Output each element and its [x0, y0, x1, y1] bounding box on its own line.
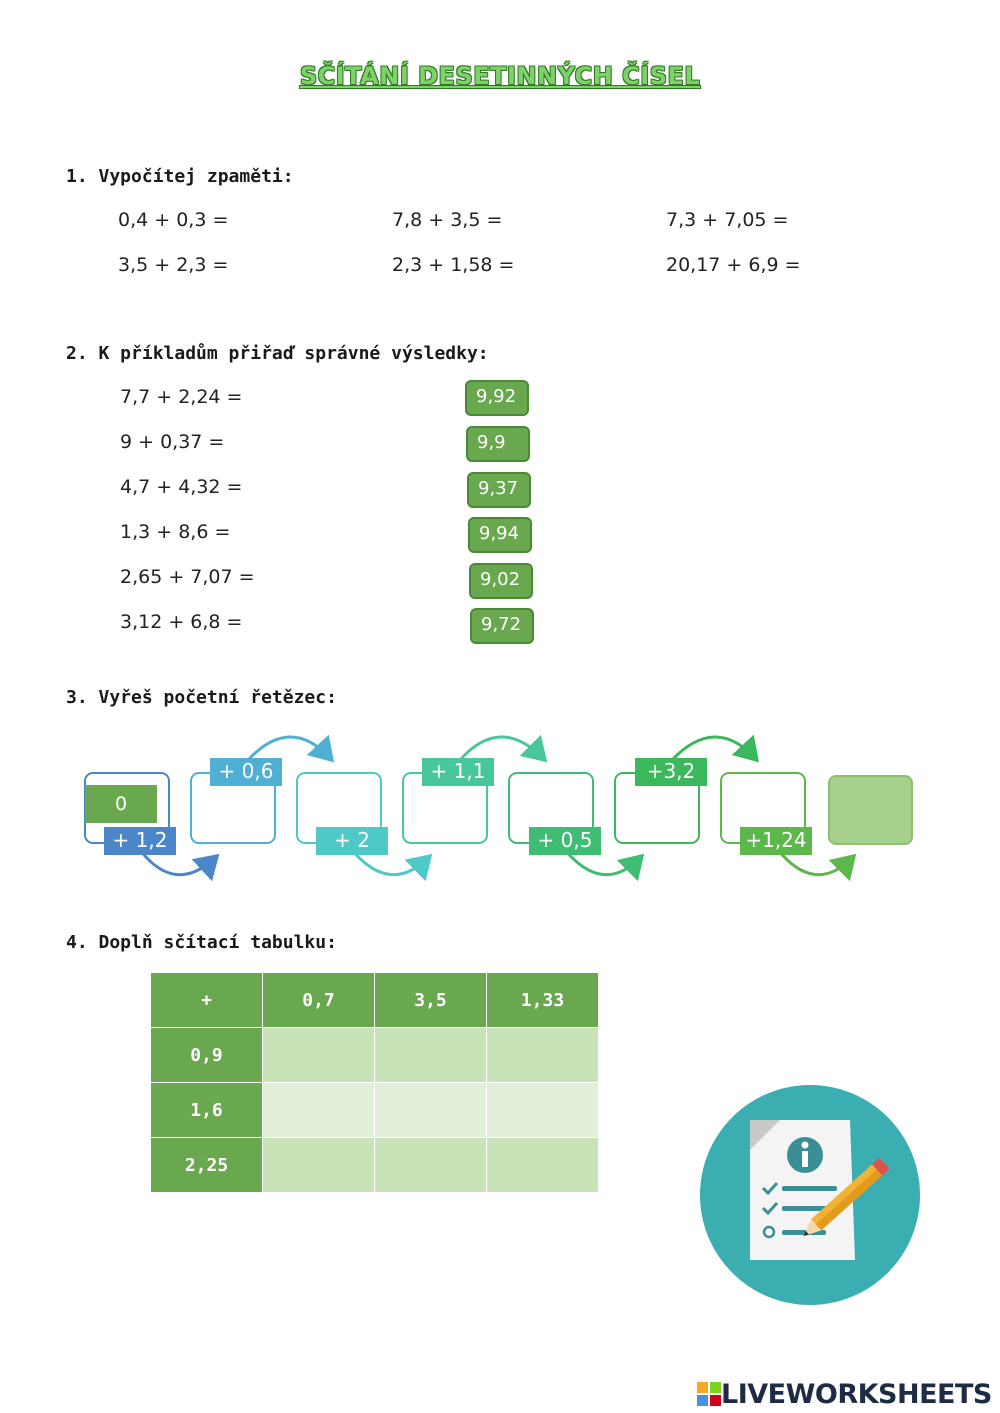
answer-tile[interactable]: 9,9 — [466, 426, 530, 462]
table-input-cell[interactable] — [487, 1083, 599, 1138]
brand-name: LIVEWORKSHEETS — [721, 1378, 992, 1410]
addition-table — [150, 972, 599, 1193]
table-corner: + — [151, 973, 263, 1028]
section4-heading: 4. Doplň sčítací tabulku: — [66, 932, 337, 953]
table-input-cell[interactable] — [263, 1028, 375, 1083]
s2-expression: 9 + 0,37 = — [120, 431, 225, 453]
table-input-cell[interactable] — [375, 1028, 487, 1083]
s2-expression: 4,7 + 4,32 = — [120, 476, 243, 498]
s1-expression: 7,8 + 3,5 = — [392, 209, 503, 231]
answer-tile[interactable]: 9,94 — [468, 517, 532, 553]
table-row — [151, 1138, 599, 1193]
section2-heading: 2. K příkladům přiřaď správné výsledky: — [66, 343, 489, 364]
liveworksheets-mark-icon — [697, 1382, 721, 1406]
s1-expression: 20,17 + 6,9 = — [666, 254, 801, 276]
table-row-header: 2,25 — [151, 1138, 263, 1193]
table-input-cell[interactable] — [375, 1083, 487, 1138]
table-row — [151, 1083, 599, 1138]
table-input-cell[interactable] — [375, 1138, 487, 1193]
s1-expression: 7,3 + 7,05 = — [666, 209, 789, 231]
table-input-cell[interactable] — [487, 1028, 599, 1083]
table-row-header: 0,9 — [151, 1028, 263, 1083]
s1-expression: 3,5 + 2,3 = — [118, 254, 229, 276]
answer-tile[interactable]: 9,02 — [469, 563, 533, 599]
s2-expression: 2,65 + 7,07 = — [120, 566, 255, 588]
s1-expression: 0,4 + 0,3 = — [118, 209, 229, 231]
answer-tile[interactable]: 9,92 — [465, 380, 529, 416]
table-input-cell[interactable] — [263, 1138, 375, 1193]
chain-result-box[interactable] — [828, 775, 913, 845]
s2-expression: 1,3 + 8,6 = — [120, 521, 231, 543]
table-column-header: 0,7 — [263, 973, 375, 1028]
answer-tile[interactable]: 9,72 — [470, 608, 534, 644]
liveworksheets-logo — [697, 1378, 992, 1410]
chain-step-tag: + 1,2 — [104, 827, 176, 855]
section3-heading: 3. Vyřeš početní řetězec: — [66, 687, 337, 708]
s2-expression: 3,12 + 6,8 = — [120, 611, 243, 633]
section1-heading: 1. Vypočítej zpaměti: — [66, 166, 294, 187]
chain-step-tag: + 1,1 — [422, 758, 494, 786]
s1-expression: 2,3 + 1,58 = — [392, 254, 515, 276]
answer-tile[interactable]: 9,37 — [467, 472, 531, 508]
worksheet-title: SČÍTÁNÍ DESETINNÝCH ČÍSEL — [299, 62, 701, 90]
s2-expression: 7,7 + 2,24 = — [120, 386, 243, 408]
chain-step-tag: + 0,5 — [529, 827, 601, 855]
table-column-header: 1,33 — [487, 973, 599, 1028]
table-input-cell[interactable] — [487, 1138, 599, 1193]
chain-step-tag: +3,2 — [635, 758, 707, 786]
checklist-document-icon — [700, 1085, 920, 1305]
table-row-header: 1,6 — [151, 1083, 263, 1138]
chain-step-tag: +1,24 — [740, 827, 812, 855]
chain-step-tag: + 2 — [316, 827, 388, 855]
table-input-cell[interactable] — [263, 1083, 375, 1138]
chain-step-tag: + 0,6 — [210, 758, 282, 786]
table-column-header: 3,5 — [375, 973, 487, 1028]
table-row — [151, 1028, 599, 1083]
chain-start-value: 0 — [85, 785, 157, 823]
